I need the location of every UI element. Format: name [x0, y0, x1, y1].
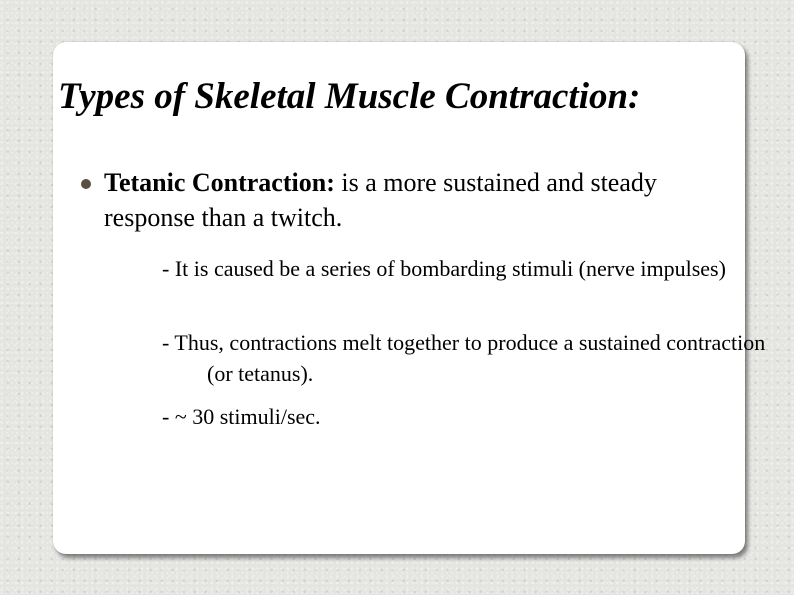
sub-point-rate: - ~ 30 stimuli/sec.: [162, 404, 321, 429]
bullet-description: is a more sustained and steady response than a twitch.: [104, 168, 657, 232]
bullet-term: Tetanic Contraction:: [104, 168, 335, 197]
sub-point-cause: - It is caused be a series of bombarding stimuli (nerve impulses): [162, 256, 726, 281]
bullet-dot-icon: [81, 179, 91, 189]
sub-point-result: - Thus, contractions melt together to produce a sustained contraction (or tetanus).: [162, 330, 766, 386]
bullet-item: [104, 165, 724, 235]
slide-title: Types of Skeletal Muscle Contraction:: [58, 76, 641, 117]
